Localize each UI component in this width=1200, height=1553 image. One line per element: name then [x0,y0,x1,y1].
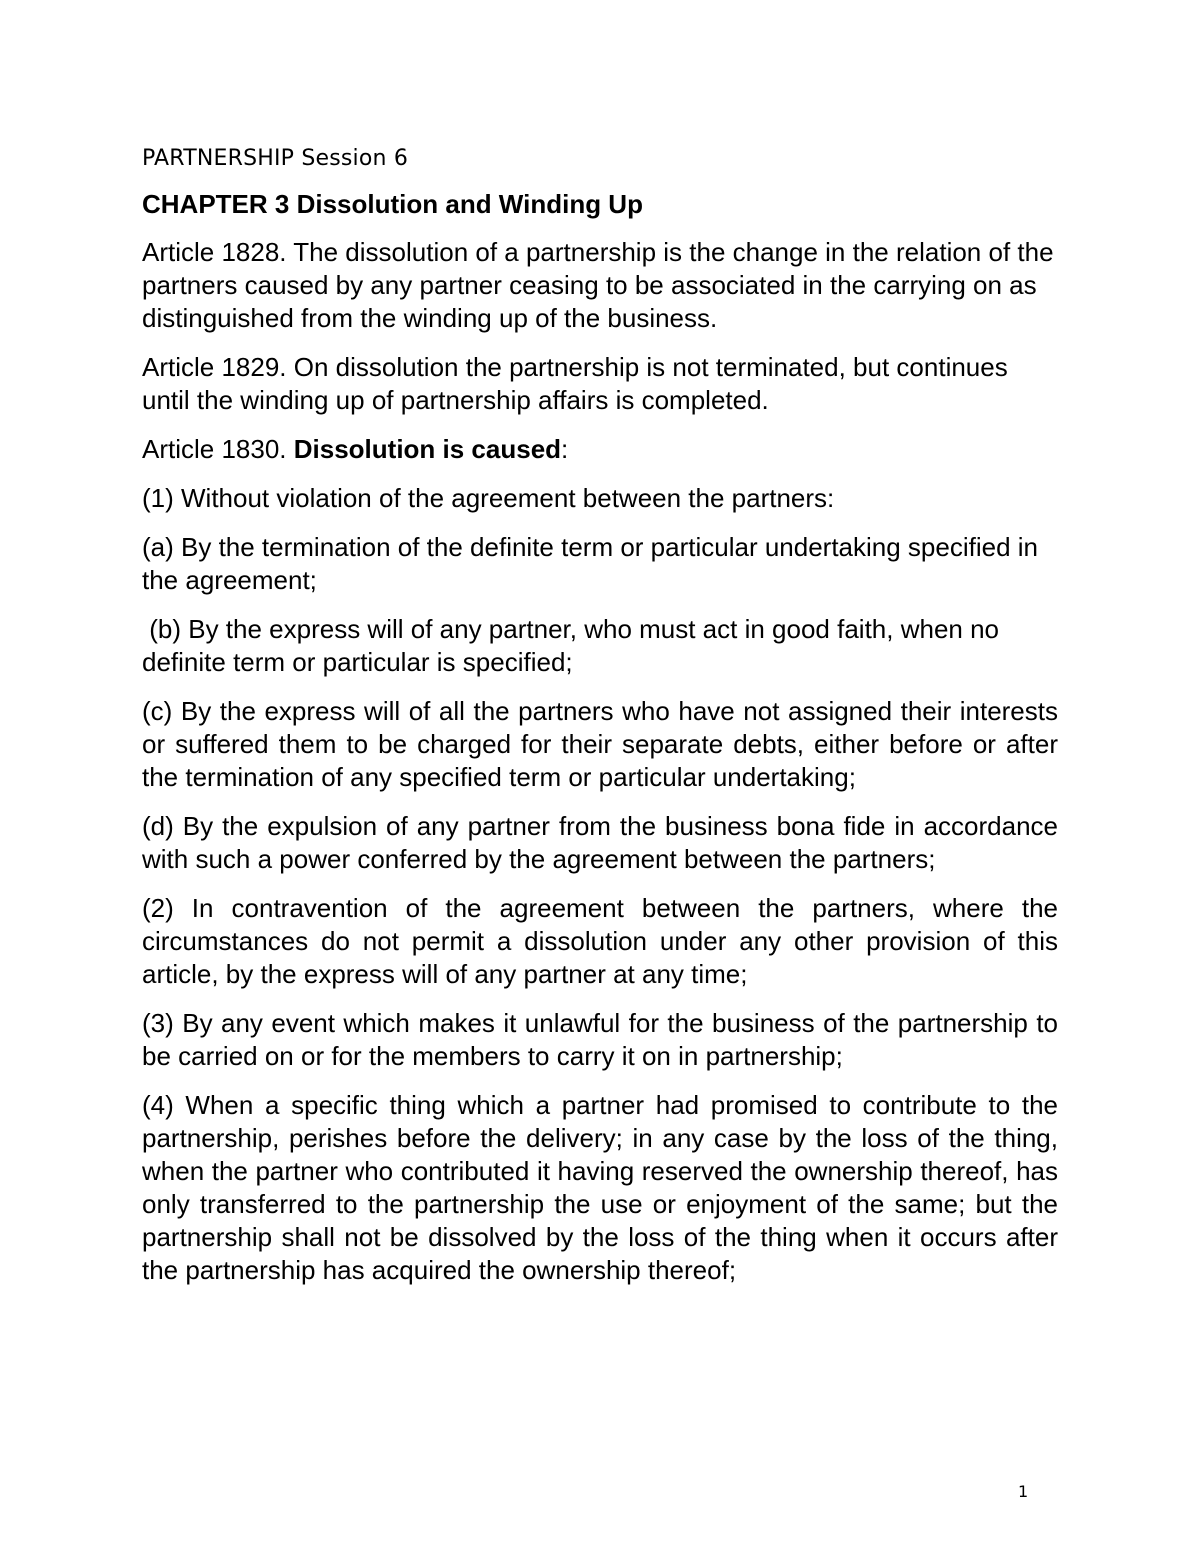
clause-1: (1) Without violation of the agreement between the partners: [142,483,835,513]
document-page [142,140,1058,1303]
clause-b: (b) By the express will of any partner, who must act in good faith, when no definite term or particular is specified; [142,614,1007,677]
clause-a: (a) By the termination of the definite term or particular undertaking specified in the agreement; [142,532,1039,595]
article-1830-bold: Dissolution is caused [293,434,562,464]
clause-4: (4) When a specific thing which a partner had promised to contribute to the partnership, perishes before the delivery; in any case by the loss of the thing, when the partner who contributed it having reserved the ownership thereof, has only transferred to the partnership the use or enjoyment of the same; but the partnership shall not be dissolved by the loss of the thing when it occurs after the partnership has acquired the ownership thereof; [142,1090,1058,1285]
article-1828: Article 1828. The dissolution of a partnership is the change in the relation of the partners caused by any partner ceasing to be associated in the carrying on as distinguished from the winding up of the business. [142,237,1054,333]
article-1829: Article 1829. On dissolution the partnership is not terminated, but continues until the winding up of partnership affairs is completed. [142,352,1008,415]
article-1830-prefix: Article 1830. [142,434,294,464]
clause-d: (d) By the expulsion of any partner from the business bona fide in accordance with such a power conferred by the agreement between the partners; [142,811,1058,874]
article-1830-suffix: : [561,434,569,464]
clause-c: (c) By the express will of all the partners who have not assigned their interests or suffered them to be charged for their separate debts, either before or after the termination of any specified term or particular undertaking; [142,696,1058,792]
document-header: PARTNERSHIP Session 6 [142,146,409,171]
article-1830 [142,433,1058,466]
clause-3: (3) By any event which makes it unlawful for the business of the partnership to be carried on or for the members to carry it on in partnership; [142,1008,1058,1071]
page-number: 1 [1018,1482,1029,1501]
chapter-title: CHAPTER 3 Dissolution and Winding Up [142,189,643,219]
clause-2: (2) In contravention of the agreement between the partners, where the circumstances do not permit a dissolution under any other provision of this article, by the express will of any partner at any time; [142,893,1058,989]
